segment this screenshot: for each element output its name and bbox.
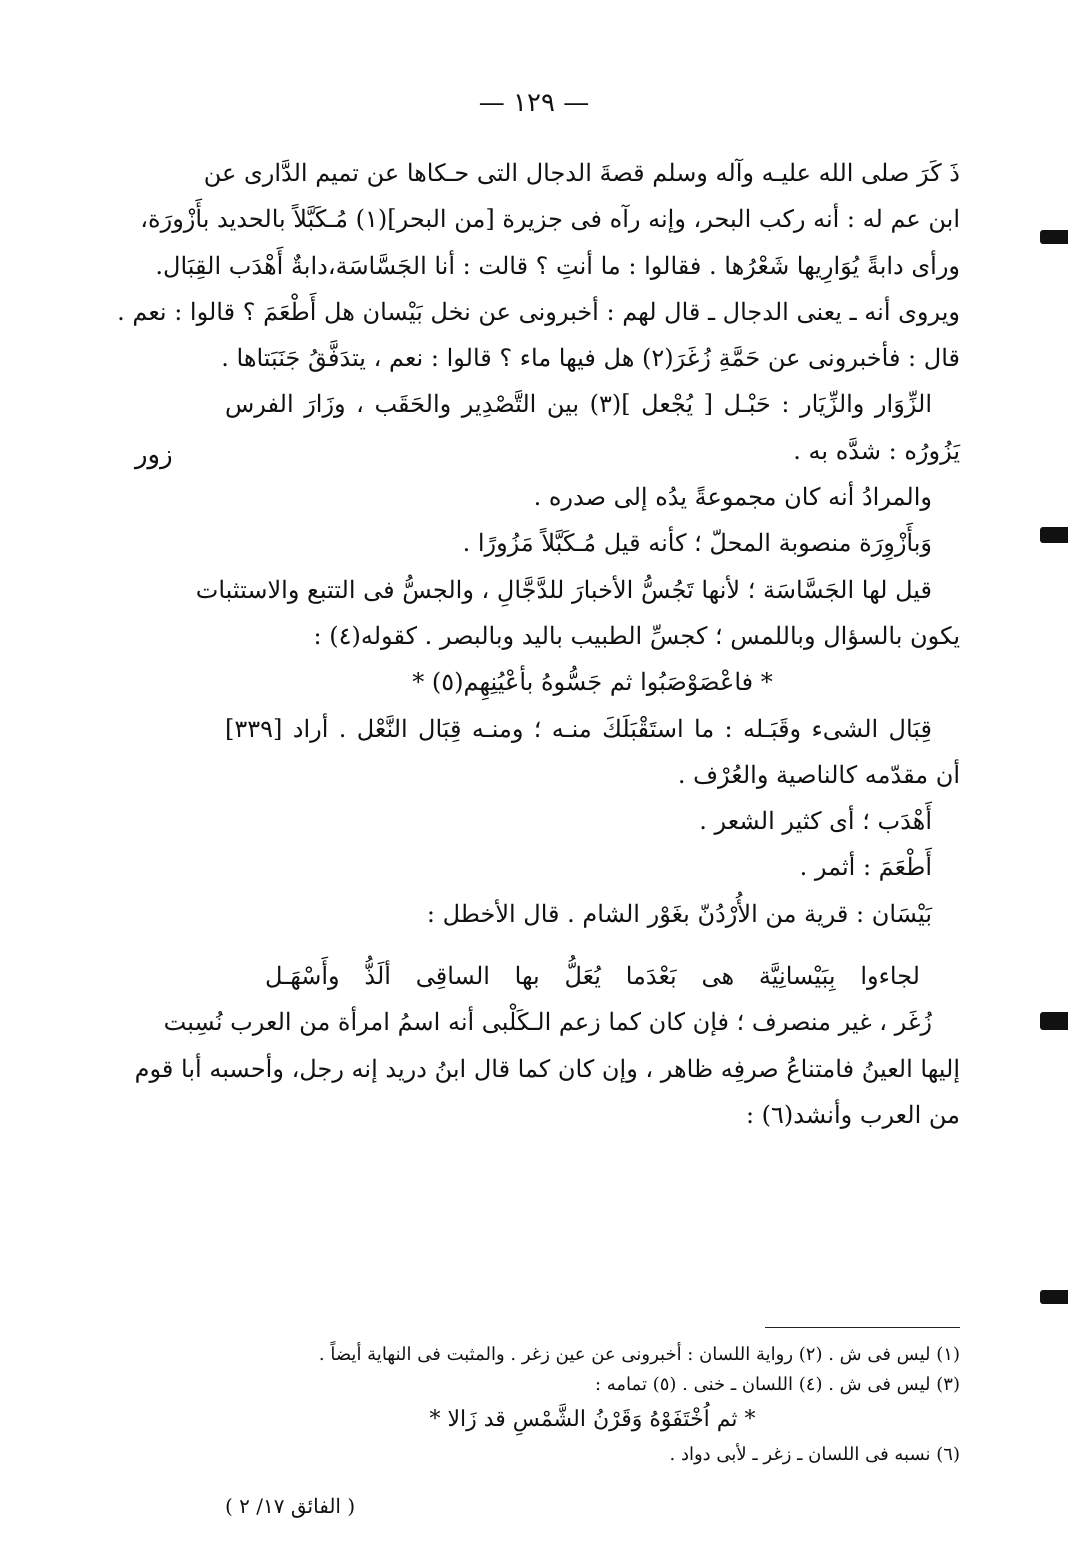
text-line: قِبَال الشىء وقَبَـله : ما استَقْبَلَكَ منـه ؛ ومنـه قِبَال النَّعْل . أراد [٣٣٩]	[225, 714, 932, 743]
footnote-line: (٦) نسبه فى اللسان ـ زغر ـ لأبى دواد .	[669, 1444, 960, 1465]
footnote-separator	[765, 1327, 960, 1328]
text-line: أَطْعَمَ : أثمر .	[799, 853, 932, 882]
text-line: ورأى دابةً يُوَارِيها شَعْرُها . فقالوا : ما أنتِ ؟ قالت : أنا الجَسَّاسَة،دابةٌ أَهْدَب القِبَال.	[155, 251, 960, 280]
binding-mark	[1040, 230, 1068, 244]
footnote-line: (١) ليس فى ش . (٢) رواية اللسان : أخبرونى عن عين زغر . والمثبت فى النهاية أيضاً .	[318, 1344, 960, 1365]
text-line: والمرادُ أنه كان مجموعةً يدُه إلى صدره .	[533, 483, 932, 512]
text-line: ويروى أنه ـ يعنى الدجال ـ قال لهم : أخبرونى عن نخل بَيْسان هل أَطْعَمَ ؟ قالوا : نعم .	[117, 297, 960, 326]
binding-mark	[1040, 1012, 1068, 1030]
footnotes	[225, 1340, 960, 1470]
main-text	[117, 150, 960, 1138]
text-line: ذَ كَرَ صلى الله عليـه وآله وسلم قصةَ الدجال التى حـكاها عن تميم الدَّارى عن	[203, 159, 960, 187]
text-line: يَزُورُه : شدَّه به .	[793, 436, 960, 465]
binding-mark	[1040, 527, 1068, 543]
text-line: وَبأَزْوِرَة منصوبة المحلّ ؛ كأنه قيل مُـكَبَّلاً مَزُورًا .	[462, 529, 932, 558]
text-line: قال : فأخبرونى عن حَمَّةِ زُغَرَ(٢) هل فيها ماء ؟ قالوا : نعم ، يتدَفَّقُ جَنَبَتاها .	[221, 344, 960, 373]
verse-line: * فاعْصَوْصَبُوا ثم جَسُّوهُ بأعْيُنِهِم(٥) *	[412, 668, 773, 697]
text-line: إليها العينُ فامتناعُ صرفِه ظاهر ، وإن كان كما قال ابنُ دريد إنه رجل، وأحسبه أبا قوم	[134, 1054, 960, 1083]
binding-mark	[1040, 1290, 1068, 1304]
signature-mark: ( الفائق ١٧/ ٢ )	[225, 1494, 356, 1518]
text-line: أن مقدّمه كالناصية والعُرْف .	[677, 760, 960, 789]
verse-line: لجاءوا بِبَيْسانِيَّة هى بَعْدَما يُعَلُّ بها الساقِى ألَذُّ وأَسْهَـل	[265, 962, 920, 991]
page-number: — ١٢٩ —	[478, 88, 590, 118]
text-line: من العرب وأنشد(٦) :	[745, 1100, 960, 1129]
text-line: قيل لها الجَسَّاسَة ؛ لأنها تَجُسُّ الأخبارَ للدَّجَّالِ ، والجسُّ فى التتبع والاستثبات	[195, 575, 932, 604]
text-line: ابن عم له : أنه ركب البحر، وإنه رآه فى جزيرة [من البحر](١) مُـكَبَّلاً بالحديد بأَزْورَة،	[140, 205, 960, 234]
text-line: زُغَر ، غير منصرف ؛ فإن كان كما زعم الـكَلْبى أنه اسمُ امرأة من العرب نُسِبت	[163, 1008, 932, 1037]
footnote-line: (٣) ليس فى ش . (٤) اللسان ـ خنى . (٥) تمامه :	[594, 1374, 960, 1395]
text-line: بَيْسَان : قرية من الأُرْدُنّ بغَوْر الشام . قال الأخطل :	[426, 899, 932, 928]
text-line: أَهْدَب ؛ أى كثير الشعر .	[699, 807, 932, 836]
text-line: الزِّوَار والزِّيَار : حَبْـل [ يُجْعل ](٣) بين التَّصْدِير والحَقَب ، وزَارَ الفرس	[225, 390, 933, 419]
text-line: يكون بالسؤال وباللمس ؛ كجسِّ الطبيب باليد وبالبصر . كقوله(٤) :	[313, 621, 960, 650]
footnote-verse: * ثم اُخْتَفَوْهُ وَقَرْنُ الشَّمْسِ قد زَالا *	[429, 1407, 756, 1432]
margin-entry-word: زور	[135, 440, 173, 470]
